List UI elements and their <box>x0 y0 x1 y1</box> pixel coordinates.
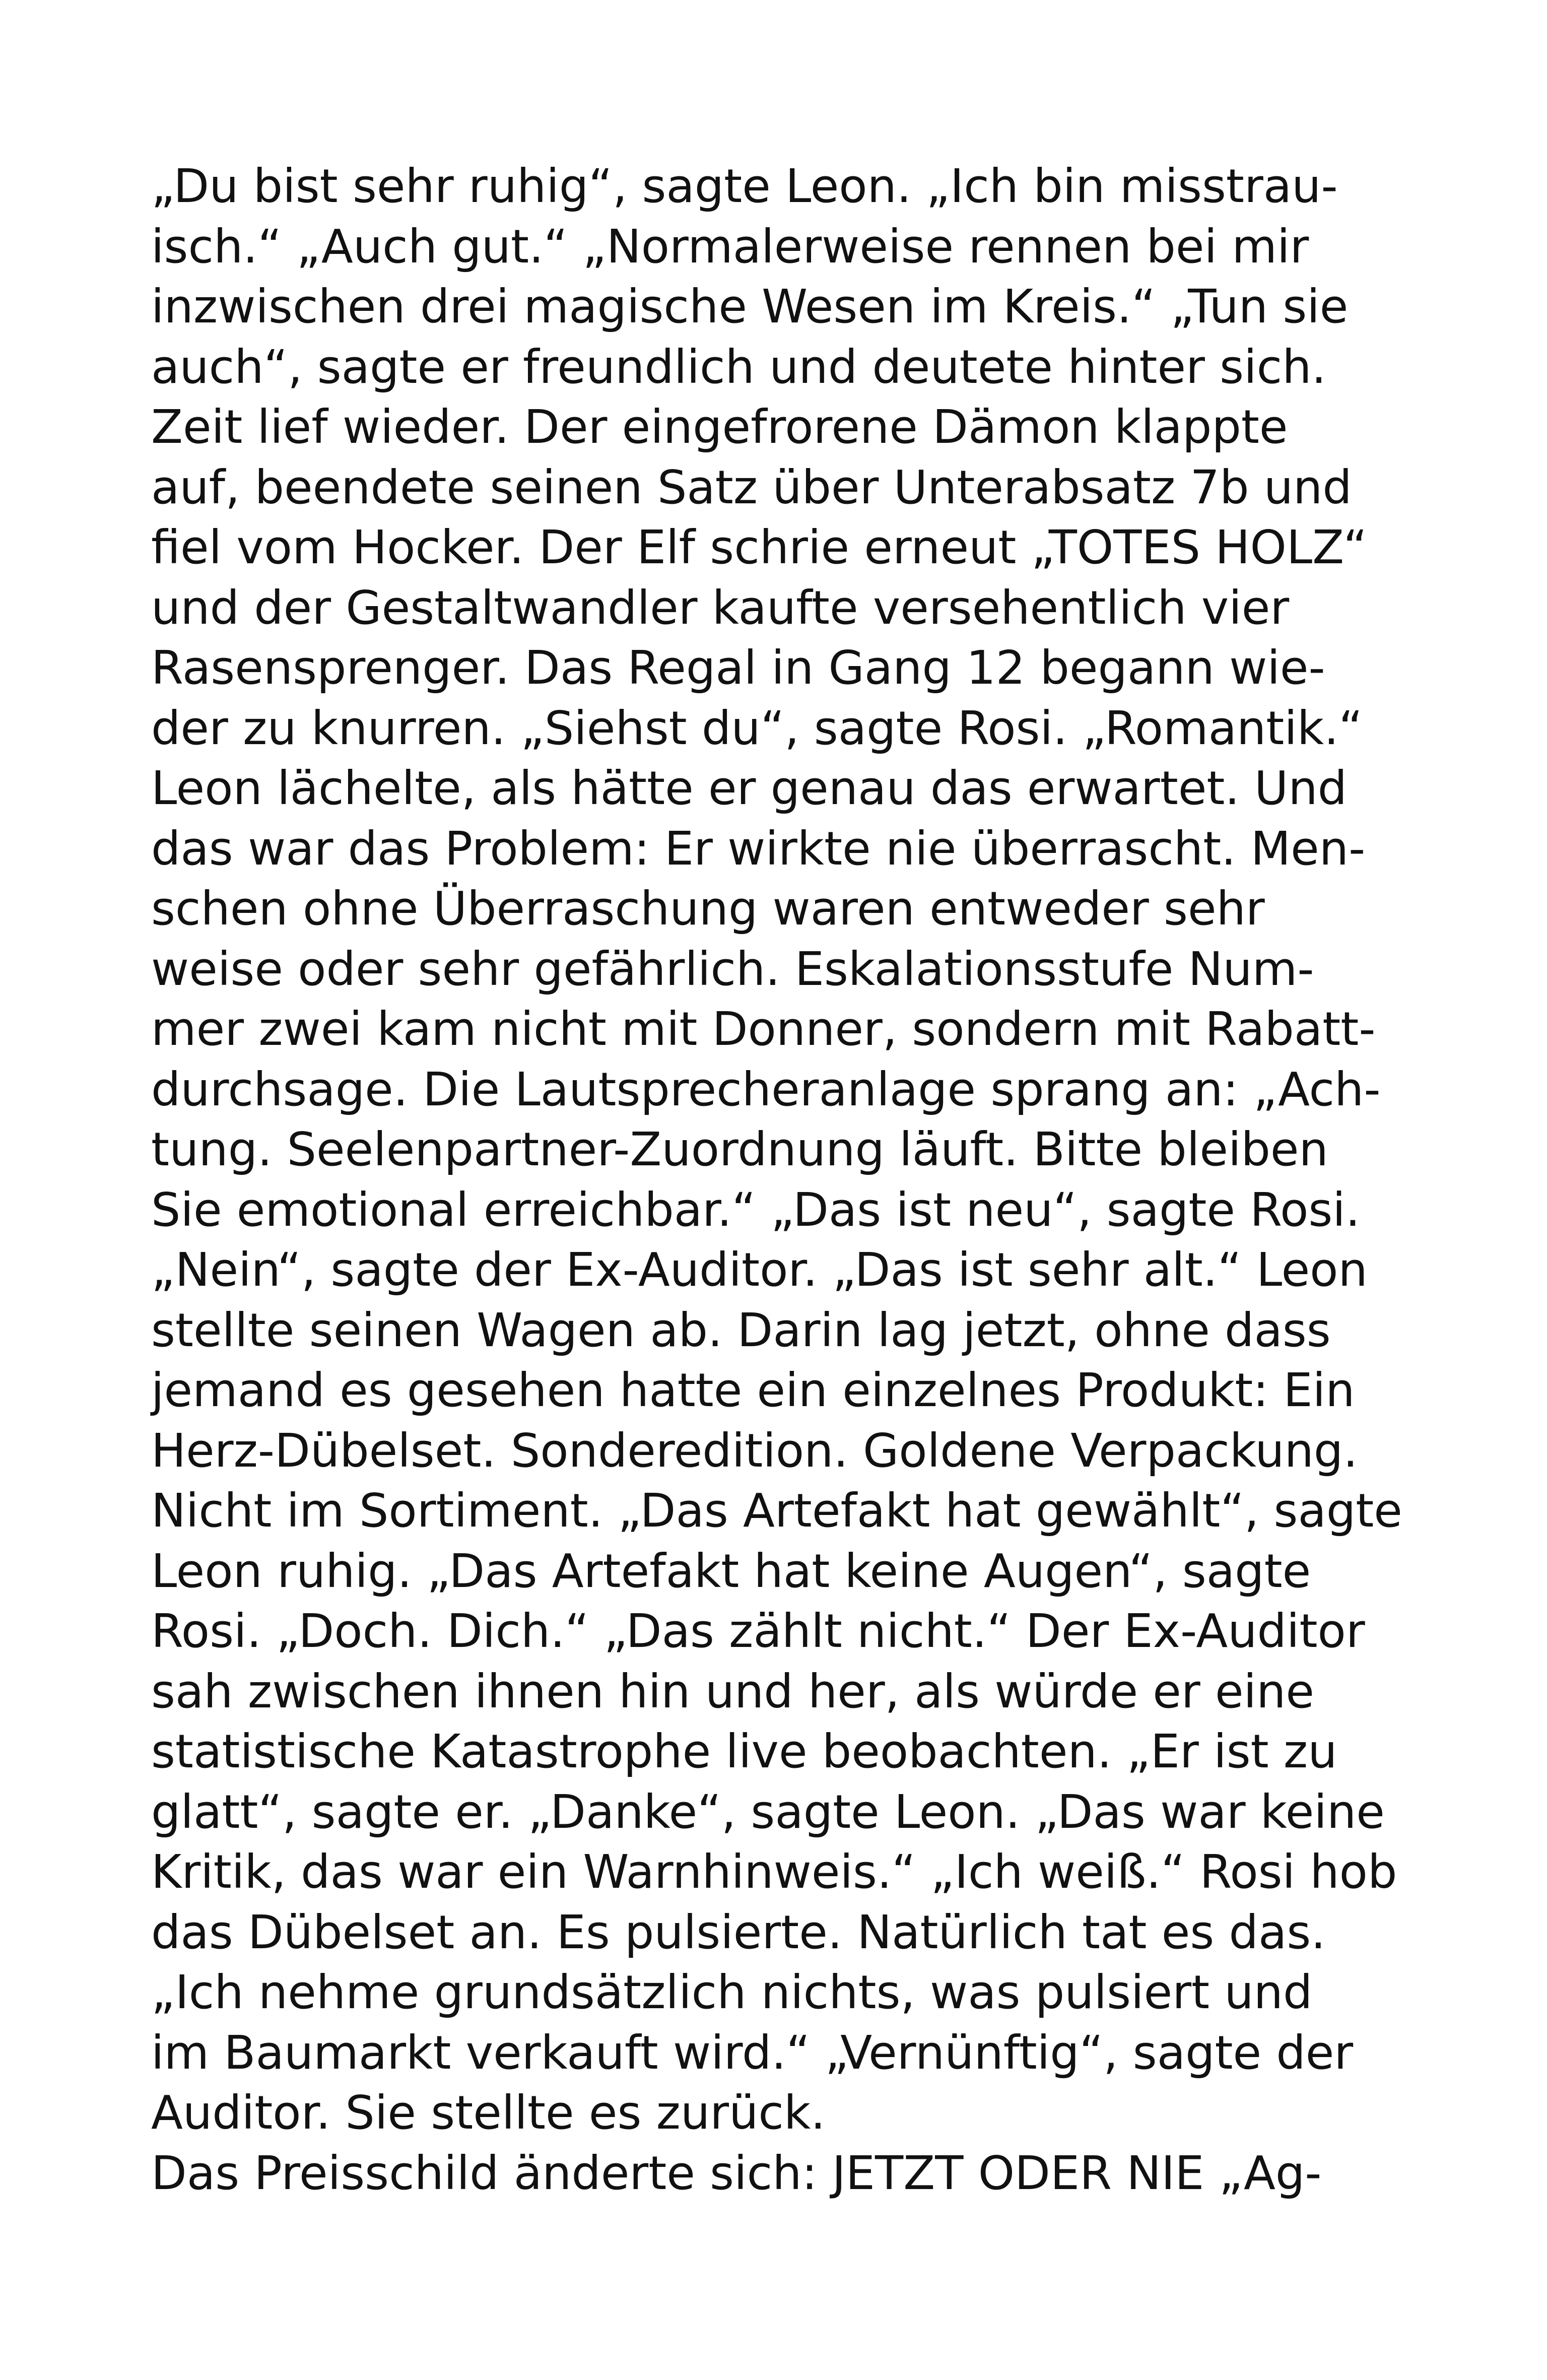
text-line: Rasensprenger. Das Regal in Gang 12 begann wie- <box>151 641 1325 695</box>
text-line: Leon ruhig. „Das Artefakt hat keine Augen“, sagte <box>151 1544 1311 1598</box>
text-line: Rosi. „Doch. Dich.“ „Das zählt nicht.“ Der Ex-Auditor <box>151 1604 1365 1658</box>
text-line: inzwischen drei magische Wesen im Kreis.“ „Tun sie <box>151 280 1349 334</box>
text-line: Das Preisschild änderte sich: JETZT ODER NIE „Ag- <box>151 2146 1322 2200</box>
text-line: fiel vom Hocker. Der Elf schrie erneut „TOTES HOLZ“ <box>151 520 1368 574</box>
text-line: Auditor. Sie stellte es zurück. <box>151 2086 826 2140</box>
text-line: weise oder sehr gefährlich. Eskalationsstufe Num- <box>151 942 1314 996</box>
text-line: auf, beendete seinen Satz über Unterabsatz 7b und <box>151 460 1352 514</box>
text-line: im Baumarkt verkauft wird.“ „Vernünftig“, sagte der <box>151 2025 1354 2080</box>
text-line: das war das Problem: Er wirkte nie überrascht. Men- <box>151 821 1366 876</box>
text-line: sah zwischen ihnen hin und her, als würde er eine <box>151 1664 1315 1718</box>
text-line: schen ohne Überraschung waren entweder sehr <box>151 882 1265 936</box>
text-line: statistische Katastrophe live beobachten. „Er ist zu <box>151 1725 1337 1778</box>
text-line: Zeit lief wieder. Der eingefrorene Dämon klappte <box>151 400 1288 454</box>
text-line: der zu knurren. „Siehst du“, sagte Rosi. „Romantik.“ <box>151 701 1363 755</box>
text-line: Leon lächelte, als hätte er genau das erwartet. Und <box>151 761 1348 815</box>
text-line: „Nein“, sagte der Ex-Auditor. „Das ist sehr alt.“ Leon <box>151 1243 1368 1297</box>
text-line: durchsage. Die Lautsprecheranlage sprang an: „Ach- <box>151 1062 1381 1116</box>
text-line: Herz-Dübelset. Sonderedition. Goldene Verpackung. <box>151 1423 1358 1478</box>
text-line: Kritik, das war ein Warnhinweis.“ „Ich weiß.“ Rosi hob <box>151 1845 1397 1899</box>
text-line: „Du bist sehr ruhig“, sagte Leon. „Ich bin misstrau- <box>151 159 1338 213</box>
text-line: und der Gestaltwandler kaufte versehentlich vier <box>151 580 1290 635</box>
text-line: isch.“ „Auch gut.“ „Normalerweise rennen bei mir <box>151 219 1309 274</box>
text-line: „Ich nehme grundsätzlich nichts, was pulsiert und <box>151 1965 1313 2019</box>
text-line: tung. Seelenpartner-Zuordnung läuft. Bitte bleiben <box>151 1122 1328 1176</box>
text-line: Sie emotional erreichbar.“ „Das ist neu“, sagte Rosi. <box>151 1182 1361 1237</box>
text-line: jemand es gesehen hatte ein einzelnes Produkt: Ein <box>151 1363 1355 1417</box>
text-line: Nicht im Sortiment. „Das Artefakt hat gewählt“, sagte <box>151 1484 1402 1538</box>
text-line: mer zwei kam nicht mit Donner, sondern mit Rabatt- <box>151 1002 1376 1056</box>
text-line: stellte seinen Wagen ab. Darin lag jetzt, ohne dass <box>151 1303 1331 1357</box>
body-text <box>151 156 1410 2203</box>
text-line: das Dübelset an. Es pulsierte. Natürlich tat es das. <box>151 1905 1326 1959</box>
text-line: glatt“, sagte er. „Danke“, sagte Leon. „Das war keine <box>151 1784 1385 1839</box>
text-line: auch“, sagte er freundlich und deutete hinter sich. <box>151 340 1326 394</box>
